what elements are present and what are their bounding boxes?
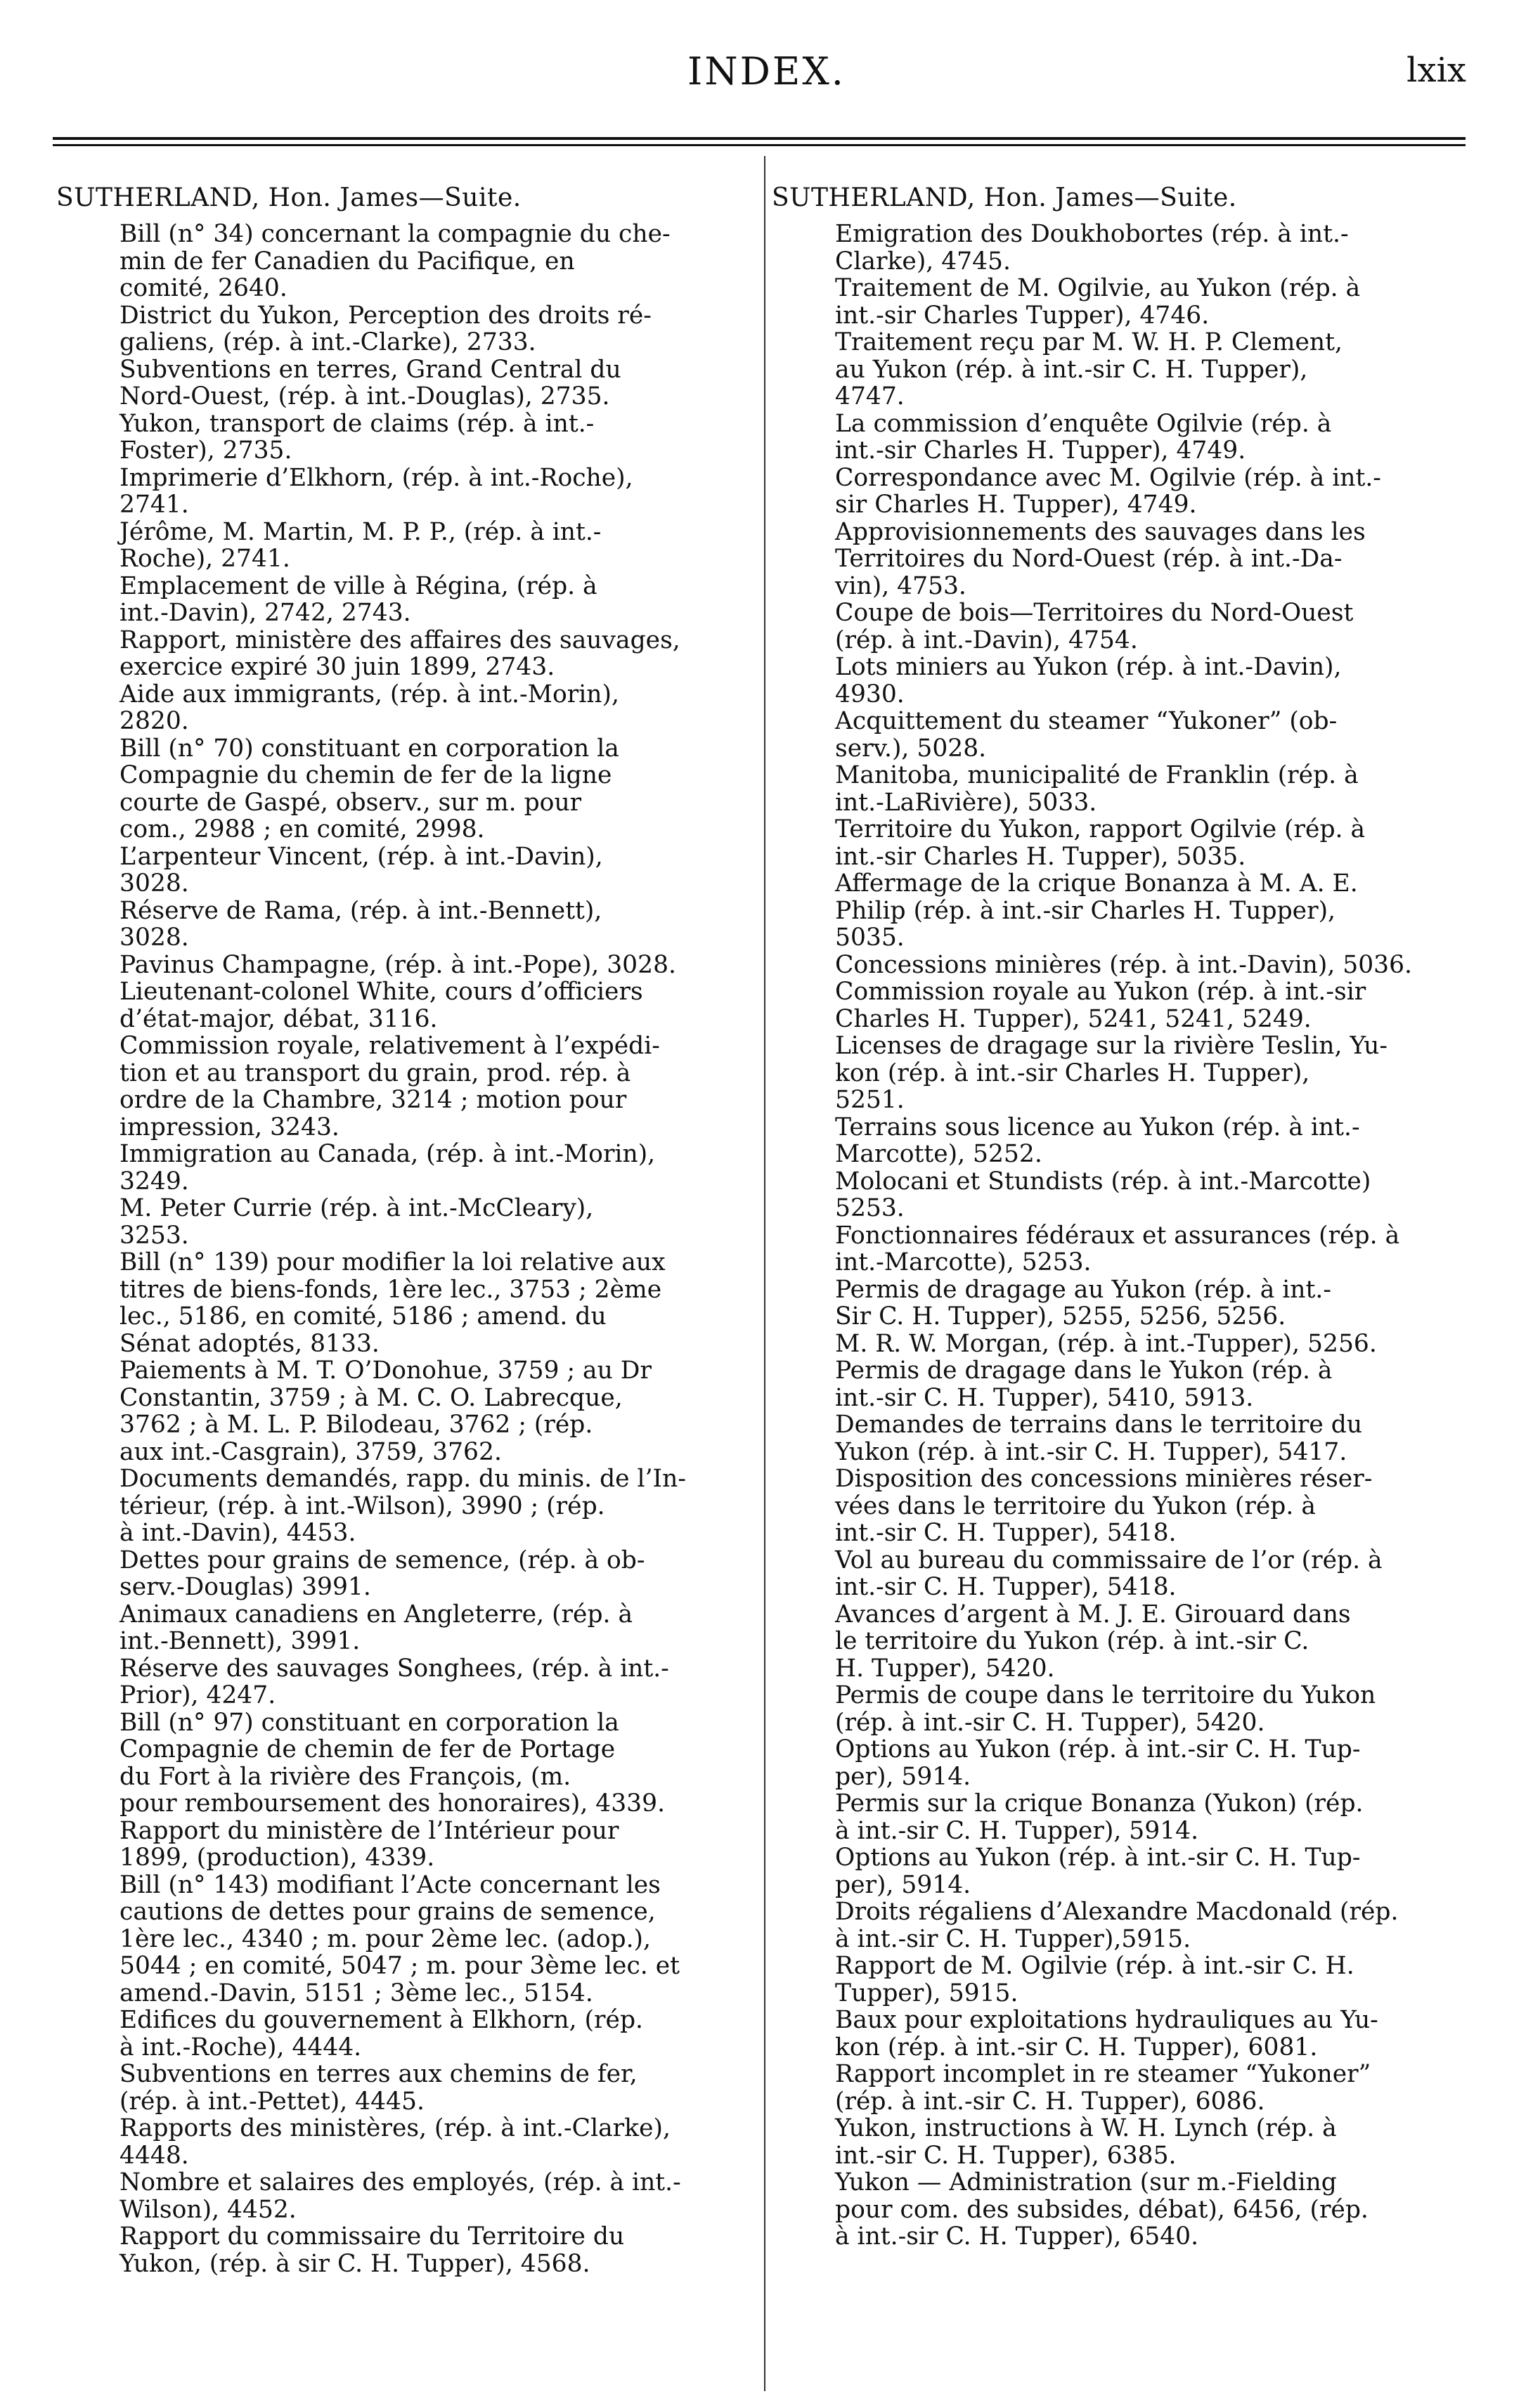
index-entry (56, 1141, 759, 1195)
index-entry (772, 600, 1475, 654)
index-entry (772, 1601, 1475, 1683)
entry-line: courte de Gaspé, observ., sur m. pour (119, 788, 582, 817)
entry-line: Foster), 2735. (119, 436, 292, 465)
entry-line: int.-sir C. H. Tupper), 6385. (835, 2141, 1177, 2170)
entry-line: int.-LaRivière), 5033. (835, 788, 1097, 817)
entry-line: vées dans le territoire du Yukon (rép. à (835, 1491, 1316, 1520)
entry-line: térieur, (rép. à int.-Wilson), 3990 ; (rép. (119, 1491, 605, 1520)
index-entry (772, 1898, 1475, 1953)
entry-line: Rapport incomplet in re steamer “Yukoner” (835, 2060, 1371, 2088)
index-entry (56, 1465, 759, 1547)
index-entry (56, 356, 759, 410)
entry-line: Bill (n° 139) pour modifier la loi relative aux (119, 1248, 666, 1276)
entry-line: District du Yukon, Perception des droits ré- (119, 301, 652, 330)
entry-line: vin), 4753. (835, 571, 966, 600)
index-entry (772, 2061, 1475, 2115)
entry-line: Réserve des sauvages Songhees, (rép. à int.- (119, 1654, 669, 1683)
entry-line: int.-sir Charles Tupper), 4746. (835, 301, 1210, 330)
entry-line: Rapport de M. Ogilvie (rép. à int.-sir C. H. (835, 1952, 1354, 1980)
entry-line: Nord-Ouest, (rép. à int.-Douglas), 2735. (119, 382, 610, 410)
entry-line: int.-sir C. H. Tupper), 5418. (835, 1519, 1177, 1547)
index-entry (772, 1682, 1475, 1736)
entry-line: (rép. à int.-Pettet), 4445. (119, 2087, 425, 2116)
entry-line: int.-Marcotte), 5253. (835, 1248, 1092, 1276)
entry-line: int.-sir Charles H. Tupper), 5035. (835, 842, 1246, 871)
entry-line: à int.-sir C. H. Tupper), 6540. (835, 2222, 1199, 2251)
index-entry (772, 1222, 1475, 1276)
entry-line: int.-sir Charles H. Tupper), 4749. (835, 436, 1246, 465)
index-entry (772, 654, 1475, 708)
header-rule-thick (53, 137, 1466, 140)
header-rule-thin (53, 144, 1466, 146)
entry-line: Compagnie du chemin de fer de la ligne (119, 761, 612, 789)
entry-line: 3028. (119, 924, 189, 952)
entry-line: Jérôme, M. Martin, M. P. P., (rép. à int.- (119, 517, 602, 546)
index-entry (772, 1465, 1475, 1547)
index-entry (772, 465, 1475, 519)
entry-line: du Fort à la rivière des François, (m. (119, 1762, 571, 1791)
entry-line: per), 5914. (835, 1762, 971, 1791)
index-entry (772, 762, 1475, 816)
entry-line: Acquittement du steamer “Yukoner” (ob- (835, 707, 1338, 735)
entry-line: 4930. (835, 680, 905, 708)
index-entry (56, 2115, 759, 2169)
entry-line: 2741. (119, 491, 189, 519)
entry-line: Roche), 2741. (119, 545, 290, 573)
entry-line: Charles H. Tupper), 5241, 5241, 5249. (835, 1004, 1312, 1033)
index-entry (56, 519, 759, 573)
entry-line: Correspondance avec M. Ogilvie (rép. à int.- (835, 463, 1381, 492)
entry-line: Compagnie de chemin de fer de Portage (119, 1735, 616, 1763)
entry-line: pour com. des subsides, débat), 6456, (rép. (835, 2195, 1369, 2224)
index-entry (772, 1736, 1475, 1790)
entry-line: Documents demandés, rapp. du minis. de l’In- (119, 1465, 687, 1493)
entry-line: à int.-Roche), 4444. (119, 2033, 362, 2061)
index-entry (56, 1357, 759, 1465)
entry-line: Rapport, ministère des affaires des sauvages, (119, 626, 680, 654)
entry-line: Options au Yukon (rép. à int.-sir C. H. Tup- (835, 1844, 1361, 1872)
entry-line: Yukon (rép. à int.-sir C. H. Tupper), 5417. (835, 1437, 1347, 1466)
entry-line: Vol au bureau du commissaire de l’or (rép. à (835, 1546, 1383, 1574)
entry-line: Permis de coupe dans le territoire du Yukon (835, 1681, 1376, 1709)
entry-line: Licenses de dragage sur la rivière Teslin, Yu- (835, 1032, 1388, 1060)
entry-line: à int.-sir C. H. Tupper), 5914. (835, 1816, 1199, 1845)
index-entry (772, 519, 1475, 600)
left-column (56, 183, 759, 2277)
index-entry (772, 1168, 1475, 1222)
entry-line: Dettes pour grains de semence, (rép. à ob- (119, 1546, 645, 1574)
index-entry (56, 573, 759, 627)
entry-line: Lots miniers au Yukon (rép. à int.-Davin), (835, 653, 1342, 681)
entry-line: Clarke), 4745. (835, 247, 1011, 276)
entry-line: Permis de dragage au Yukon (rép. à int.- (835, 1275, 1332, 1304)
index-entry (56, 952, 759, 979)
index-entry (56, 1709, 759, 1818)
entry-line: Permis sur la crique Bonanza (Yukon) (rép. (835, 1789, 1364, 1818)
index-entry (772, 2169, 1475, 2251)
entry-line: Demandes de terrains dans le territoire du (835, 1411, 1363, 1439)
column-heading: SUTHERLAND, Hon. James—Suite. (56, 183, 522, 212)
entry-line: 3028. (119, 869, 189, 898)
entry-line: int.-Davin), 2742, 2743. (119, 599, 411, 627)
entry-line: Wilson), 4452. (119, 2195, 297, 2224)
entry-line: Emigration des Doukhobortes (rép. à int.- (835, 220, 1349, 248)
entry-line: Nombre et salaires des employés, (rép. à int.- (119, 2168, 681, 2196)
entry-line: 5044 ; en comité, 5047 ; m. pour 3ème lec. et (119, 1952, 680, 1980)
entry-line: Animaux canadiens en Angleterre, (rép. à (119, 1600, 633, 1629)
entry-line: int.-sir C. H. Tupper), 5410, 5913. (835, 1383, 1254, 1412)
entry-line: Paiements à M. T. O’Donohue, 3759 ; au Dr (119, 1357, 652, 1385)
index-entry (56, 2061, 759, 2115)
entry-line: Sénat adoptés, 8133. (119, 1329, 380, 1358)
entry-line: titres de biens-fonds, 1ère lec., 3753 ; 2ème (119, 1275, 662, 1304)
entry-line: Emplacement de ville à Régina, (rép. à (119, 571, 597, 600)
entry-line: comité, 2640. (119, 274, 287, 302)
entry-line: L’arpenteur Vincent, (rép. à int.-Davin), (119, 842, 603, 871)
entry-line: Bill (n° 34) concernant la compagnie du che- (119, 220, 671, 248)
index-entry (56, 735, 759, 843)
entry-list (56, 221, 759, 2277)
entry-line: Edifices du gouvernement à Elkhorn, (rép. (119, 2006, 644, 2034)
index-entry (772, 870, 1475, 952)
index-entry (772, 1331, 1475, 1358)
entry-line: amend.-Davin, 5151 ; 3ème lec., 5154. (119, 1979, 593, 2007)
entry-line: Rapport du commissaire du Territoire du (119, 2222, 625, 2251)
index-entry (56, 2169, 759, 2223)
entry-line: 3249. (119, 1167, 189, 1196)
entry-line: Coupe de bois—Territoires du Nord-Ouest (835, 599, 1354, 627)
entry-line: kon (rép. à int.-sir Charles H. Tupper), (835, 1059, 1310, 1087)
index-entry (772, 708, 1475, 762)
index-entry (772, 952, 1475, 979)
index-entry (772, 1357, 1475, 1411)
entry-line: La commission d’enquête Ogilvie (rép. à (835, 409, 1332, 438)
entry-line: Permis de dragage dans le Yukon (rép. à (835, 1357, 1333, 1385)
entry-line: Lieutenant-colonel White, cours d’officiers (119, 978, 643, 1006)
entry-line: pour remboursement des honoraires), 4339. (119, 1789, 666, 1818)
entry-line: Sir C. H. Tupper), 5255, 5256, 5256. (835, 1302, 1286, 1331)
entry-line: Tupper), 5915. (835, 1979, 1018, 2007)
entry-line: Traitement reçu par M. W. H. P. Clement, (835, 328, 1343, 356)
entry-line: Options au Yukon (rép. à int.-sir C. H. Tup- (835, 1735, 1361, 1763)
entry-line: tion et au transport du grain, prod. rép. à (119, 1059, 631, 1087)
entry-line: Territoire du Yukon, rapport Ogilvie (rép. à (835, 815, 1366, 843)
index-entry (56, 1249, 759, 1357)
right-column (772, 183, 1475, 2251)
entry-line: M. R. W. Morgan, (rép. à int.-Tupper), 5256. (835, 1329, 1377, 1358)
entry-line: Subventions en terres aux chemins de fer, (119, 2060, 638, 2088)
entry-line: Yukon — Administration (sur m.-Fielding (835, 2168, 1337, 2196)
entry-line: kon (rép. à int.-sir C. H. Tupper), 6081. (835, 2033, 1318, 2061)
index-entry (772, 1276, 1475, 1331)
entry-line: (rép. à int.-sir C. H. Tupper), 5420. (835, 1708, 1265, 1737)
index-entry (56, 1033, 759, 1141)
index-entry (772, 221, 1475, 275)
index-entry (56, 1818, 759, 1872)
entry-line: Baux pour exploitations hydrauliques au Yu- (835, 2006, 1378, 2034)
entry-line: Yukon, (rép. à sir C. H. Tupper), 4568. (119, 2249, 590, 2278)
entry-line: à int.-Davin), 4453. (119, 1519, 356, 1547)
entry-line: Réserve de Rama, (rép. à int.-Bennett), (119, 896, 602, 925)
entry-line: Traitement de M. Ogilvie, au Yukon (rép. à (835, 274, 1361, 302)
index-entry (772, 2115, 1475, 2169)
entry-line: Subventions en terres, Grand Central du (119, 355, 621, 384)
entry-line: Aide aux immigrants, (rép. à int.-Morin), (119, 680, 619, 708)
page-title: INDEX. (687, 49, 846, 93)
entry-line: Affermage de la crique Bonanza à M. A. E. (835, 869, 1358, 898)
index-entry (772, 275, 1475, 329)
index-entry (772, 1033, 1475, 1114)
index-entry (772, 1844, 1475, 1898)
entry-line: Imprimerie d’Elkhorn, (rép. à int.-Roche), (119, 463, 633, 492)
index-entry (772, 1790, 1475, 1844)
entry-line: Pavinus Champagne, (rép. à int.-Pope), 3028. (119, 950, 676, 979)
entry-line: 1899, (production), 4339. (119, 1844, 435, 1872)
entry-line: lec., 5186, en comité, 5186 ; amend. du (119, 1302, 607, 1331)
entry-line: Concessions minières (rép. à int.-Davin), 5036. (835, 950, 1413, 979)
entry-line: Manitoba, municipalité de Franklin (rép. à (835, 761, 1359, 789)
entry-line: sir Charles H. Tupper), 4749. (835, 491, 1197, 519)
entry-line: Bill (n° 143) modifiant l’Acte concernant les (119, 1870, 661, 1899)
entry-line: aux int.-Casgrain), 3759, 3762. (119, 1437, 502, 1466)
entry-line: Avances d’argent à M. J. E. Girouard dans (835, 1600, 1351, 1629)
entry-line: int.-Bennett), 3991. (119, 1627, 361, 1655)
entry-line: Commission royale au Yukon (rép. à int.-sir (835, 978, 1366, 1006)
entry-line: Bill (n° 70) constituant en corporation la (119, 734, 619, 763)
index-entry (56, 1547, 759, 1601)
entry-line: 3253. (119, 1221, 189, 1250)
entry-line: (rép. à int.-sir C. H. Tupper), 6086. (835, 2087, 1265, 2116)
index-entry (56, 681, 759, 735)
entry-line: Molocani et Stundists (rép. à int.-Marcotte) (835, 1167, 1371, 1196)
index-entry (56, 978, 759, 1033)
entry-line: le territoire du Yukon (rép. à int.-sir C. (835, 1627, 1309, 1655)
entry-line: 4448. (119, 2141, 189, 2170)
index-entry (56, 1601, 759, 1655)
entry-line: serv.), 5028. (835, 734, 987, 763)
entry-line: int.-sir C. H. Tupper), 5418. (835, 1573, 1177, 1601)
entry-line: per), 5914. (835, 1870, 971, 1899)
index-entry (772, 1114, 1475, 1168)
index-entry (772, 329, 1475, 410)
index-entry (56, 1655, 759, 1709)
entry-line: Terrains sous licence au Yukon (rép. à int.- (835, 1113, 1360, 1141)
entry-line: 2820. (119, 707, 189, 735)
entry-line: 5035. (835, 924, 905, 952)
entry-line: H. Tupper), 5420. (835, 1654, 1055, 1683)
entry-line: serv.-Douglas) 3991. (119, 1573, 371, 1601)
index-entry (56, 465, 759, 519)
entry-line: 5251. (835, 1086, 905, 1114)
index-entry (56, 1195, 759, 1249)
entry-line: Rapports des ministères, (rép. à int.-Clarke), (119, 2114, 671, 2142)
entry-line: min de fer Canadien du Pacifique, en (119, 247, 575, 276)
entry-line: d’état-major, débat, 3116. (119, 1004, 438, 1033)
index-entry (56, 843, 759, 898)
entry-line: Disposition des concessions minières réser- (835, 1465, 1373, 1493)
entry-line: Territoires du Nord-Ouest (rép. à int.-Da- (835, 545, 1343, 573)
entry-line: Yukon, transport de claims (rép. à int.- (119, 409, 595, 438)
index-entry (56, 221, 759, 302)
entry-line: (rép. à int.-Davin), 4754. (835, 626, 1138, 654)
entry-line: Yukon, instructions à W. H. Lynch (rép. à (835, 2114, 1337, 2142)
entry-line: Immigration au Canada, (rép. à int.-Morin), (119, 1140, 656, 1168)
entry-line: 4747. (835, 382, 905, 410)
index-entry (772, 1547, 1475, 1601)
column-heading: SUTHERLAND, Hon. James—Suite. (772, 183, 1237, 212)
entry-line: 5253. (835, 1194, 905, 1222)
index-entry (56, 627, 759, 681)
entry-line: exercice expiré 30 juin 1899, 2743. (119, 653, 555, 681)
entry-line: Rapport du ministère de l’Intérieur pour (119, 1816, 619, 1845)
index-entry (56, 410, 759, 465)
entry-line: Approvisionnements des sauvages dans les (835, 517, 1366, 546)
entry-line: à int.-sir C. H. Tupper),5915. (835, 1924, 1191, 1953)
index-entry (772, 1953, 1475, 2007)
entry-line: 3762 ; à M. L. P. Bilodeau, 3762 ; (rép. (119, 1411, 593, 1439)
entry-list (772, 221, 1475, 2251)
index-entry (56, 898, 759, 952)
index-entry (56, 2007, 759, 2061)
entry-line: com., 2988 ; en comité, 2998. (119, 815, 485, 843)
index-entry (56, 1872, 759, 2007)
entry-line: ordre de la Chambre, 3214 ; motion pour (119, 1086, 627, 1114)
index-entry (772, 410, 1475, 465)
page-number: lxix (1406, 51, 1466, 90)
entry-line: Philip (rép. à int.-sir Charles H. Tupper), (835, 896, 1336, 925)
entry-line: au Yukon (rép. à int.-sir C. H. Tupper), (835, 355, 1308, 384)
entry-line: Commission royale, relativement à l’expédi- (119, 1032, 660, 1060)
index-entry (772, 2007, 1475, 2061)
entry-line: impression, 3243. (119, 1113, 339, 1141)
entry-line: Marcotte), 5252. (835, 1140, 1042, 1168)
column-divider (764, 156, 765, 2391)
entry-line: M. Peter Currie (rép. à int.-McCleary), (119, 1194, 594, 1222)
entry-line: galiens, (rép. à int.-Clarke), 2733. (119, 328, 536, 356)
entry-line: Droits régaliens d’Alexandre Macdonald (rép. (835, 1898, 1399, 1926)
index-entry (772, 816, 1475, 870)
entry-line: Prior), 4247. (119, 1681, 276, 1709)
index-entry (56, 302, 759, 356)
index-entry (772, 1411, 1475, 1465)
entry-line: Bill (n° 97) constituant en corporation la (119, 1708, 619, 1737)
entry-line: 1ère lec., 4340 ; m. pour 2ème lec. (adop.), (119, 1924, 651, 1953)
entry-line: Fonctionnaires fédéraux et assurances (rép. à (835, 1221, 1400, 1250)
entry-line: cautions de dettes pour grains de semence, (119, 1898, 656, 1926)
page-header (0, 42, 1533, 112)
index-entry (56, 2223, 759, 2277)
index-entry (772, 978, 1475, 1033)
entry-line: Constantin, 3759 ; à M. C. O. Labrecque, (119, 1383, 623, 1412)
